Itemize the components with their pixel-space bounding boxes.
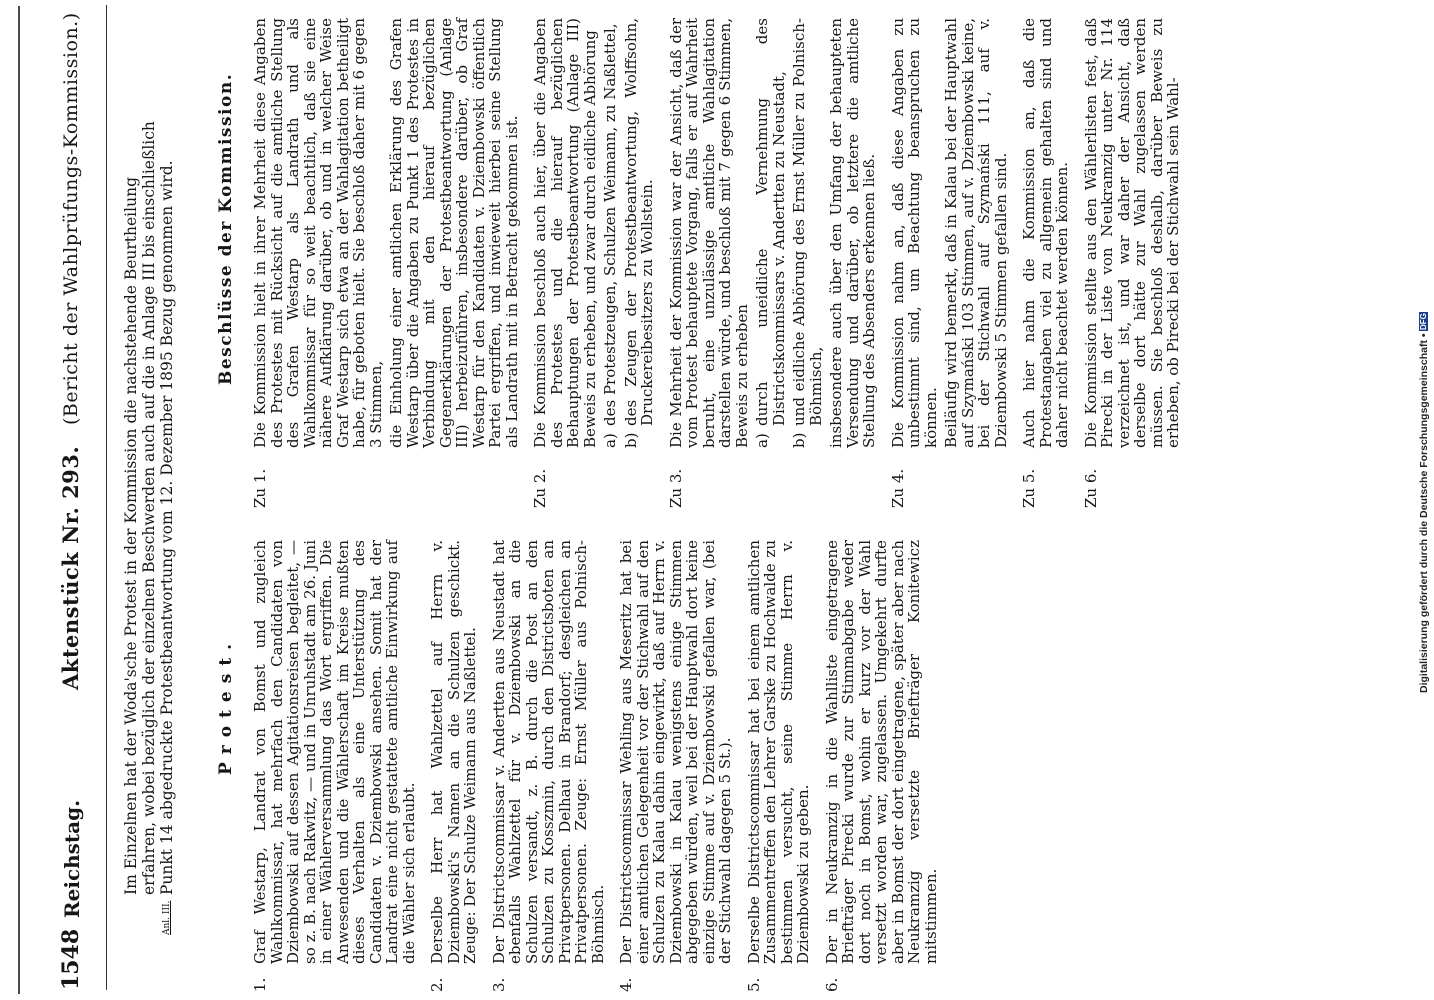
item-number: 1. xyxy=(251,977,269,992)
item-number: Zu 2. xyxy=(531,468,549,508)
digitization-text: Digitalisierung gefördert durch die Deutsche Forschungsgemeinschaft • xyxy=(1418,333,1430,694)
sub-item xyxy=(623,18,656,448)
item-number: 6. xyxy=(822,977,841,992)
decision-item xyxy=(1021,18,1071,508)
decisions-column xyxy=(252,18,1194,508)
item-number: 3. xyxy=(489,977,508,992)
decision-item xyxy=(252,18,520,508)
item-text: Der in Neukramzig in die Wahlliste eingetragene Briefträger Pirecki wurde zur Stimmabgabe weder dort noch in Bomst, wohin er kurz vor der Wahl versetzt worden war, zugelassen. Umgekehrt durfte aber in Bomst der dort eingetragene, später aber nach Neukramzig versetzte Briefträger Konitewicz mitstimmen. xyxy=(822,540,940,964)
decision-item xyxy=(1083,18,1182,508)
margin-note: Anl. III. xyxy=(162,900,172,935)
item-continuation: Beiläufig wird bemerkt, daß in Kalau bei der Hauptwahl auf Szymański 103 Stimmen, auf v. Dziembowski keine, bei der Stichwahl auf Szymański 111, auf v. Dziembowski 5 Stimmen gefallen sind. xyxy=(942,18,1010,448)
intro-paragraph xyxy=(122,105,176,935)
item-number: Zu 5. xyxy=(1020,468,1038,508)
page-number: 1548 xyxy=(58,928,84,990)
item-continuation: insbesondere auch über den Umfang der behaupteten Versendung und darüber, ob letztere die amtliche Stellung des Absenders erkennen ließ. xyxy=(827,18,878,448)
sub-text: des Zeugen der Protestbeantwortung, Wolffsohn, Druckereibesitzers zu Wollstein. xyxy=(621,18,656,426)
item-text: Auch hier nahm die Kommission an, daß die Protestangaben viel zu allgemein gehalten sind und daher nicht beachtet werden können. xyxy=(1020,18,1071,448)
sub-item xyxy=(791,18,824,448)
protest-item xyxy=(618,540,734,992)
item-number: 2. xyxy=(428,977,446,992)
intro-text: Im Einzelnen hat der Woda'sche Protest in der Kommission die nachstehende Beurtheilung erfahren, wobei bezüglich der einzelnen Beschwerden auch auf die in Anlage III bis einschließlich Punkt 14 abgedruckte Protestbeantwortung vom 12. Dezember 1895 Bezug genommen wird. xyxy=(122,121,176,895)
item-number: 5. xyxy=(744,977,763,992)
protest-column xyxy=(252,540,951,992)
sub-item xyxy=(602,18,619,448)
item-number: 4. xyxy=(617,977,635,992)
protest-heading: Protest. xyxy=(216,635,236,775)
decision-item xyxy=(890,18,1010,508)
sub-text: und eidliche Abhörung des Ernst Müller zu Polnisch-Böhmisch, xyxy=(790,18,825,426)
page-header xyxy=(58,5,98,990)
header-bracket: (Bericht der Wahlprüfungs-Kommission.) xyxy=(60,12,82,425)
scan-edge xyxy=(18,6,20,994)
item-text: Die Kommission beschloß auch hier, über die Angaben des Protestes und die hierauf bezüglichen Behauptungen der Protestbeantwortung (Anlage III) Beweis zu erheben, und zwar durch eidliche Abhörung xyxy=(531,18,599,448)
item-number: Zu 3. xyxy=(666,468,685,508)
item-text: Der Districtscommissar Wehling aus Meseritz hat bei einer amtlichen Gelegenheit vor der Stichwahl auf den Schulzen zu Kalau dahin eingewirkt, daß auf Herrn v. Dziembowski in Kalau wenigstens einige Stimmen abgegeben würden, weil bei der Hauptwahl dort keine einzige Stimme auf v. Dziembowski gefallen war, (bei der Stichwahl dagegen 5 St.). xyxy=(617,540,734,964)
sub-label: b) xyxy=(790,432,808,448)
item-text: Der Districtscommissar v. Andertten aus Neustadt hat ebenfalls Wahlzettel für v. Dziembowski an die Schulzen versandt, z. B. durch die Post an den Schulzen zu Kosszmin, durch den Districtsboten an Privatpersonen. Delhau in Brandorf; desgleichen an Privatpersonen. Zeuge: Ernst Müller aus Polnisch-Böhmisch. xyxy=(489,540,607,964)
header-title: Reichstag. xyxy=(60,799,84,918)
protest-item xyxy=(429,540,479,992)
sub-label: a) xyxy=(753,433,771,448)
protest-item xyxy=(491,540,607,992)
sub-text: des Protestzeugen, Schulzen Weimann, zu Naßlettel, xyxy=(601,23,619,426)
protest-item xyxy=(824,540,940,992)
item-text: Die Kommission hielt in ihrer Mehrheit diese Angaben des Protestes mit Rücksicht auf die amtliche Stellung des Grafen Westarp als Landrath und als Wahlkommissar für so weit beachtlich, daß sie eine nähere Aufklärung darüber, ob und in welcher Weise Graf Westarp sich etwa an der Wahlagitation betheiligt habe, für geboten hielt. Sie beschloß daher mit 6 gegen 3 Stimmen, xyxy=(251,18,385,448)
header-rule xyxy=(106,5,107,990)
sub-label: b) xyxy=(621,432,640,448)
digitization-note xyxy=(1418,10,1432,995)
item-number: Zu 4. xyxy=(888,468,907,508)
sub-item xyxy=(754,18,787,448)
item-text: Die Mehrheit der Kommission war der Ansicht, daß der vom Protest behauptete Vorgang, falls er auf Wahrheit beruht, eine unzulässige amtliche Wahlagitation darstellen würde, und beschloß mit 7 gegen 6 Stimmen, Beweis zu erheben xyxy=(666,18,751,448)
protest-item xyxy=(252,540,417,992)
item-number: Zu 6. xyxy=(1081,468,1100,508)
sub-label: a) xyxy=(601,433,619,448)
decisions-heading: Beschlüsse der Kommission. xyxy=(216,72,236,385)
decision-item xyxy=(532,18,656,508)
dfg-badge: DFG xyxy=(1419,312,1428,330)
item-text: Die Kommission stellte aus den Wählerlisten fest, daß Pirecki in der Liste von Neukramzig unter Nr. 114 verzeichnet ist, und war daher der Ansicht, daß derselbe dort hätte zur Wahl zugelassen werden müssen. Sie beschloß deshalb, darüber Beweis zu erheben, ob Pirecki bei der Stichwahl sein Wahl- xyxy=(1081,18,1182,448)
item-number: Zu 1. xyxy=(251,468,269,508)
item-text: Die Kommission nahm an, daß diese Angaben zu unbestimmt sind, um Beachtung beanspruchen zu können. xyxy=(888,18,940,448)
document-number: Aktenstück Nr. 293. xyxy=(58,445,83,690)
decision-item xyxy=(668,18,878,508)
item-text: Derselbe Herr hat Wahlzettel auf Herrn v. Dziembowski's Namen an die Schulzen geschickt. Zeuge: Der Schulze Weimann aus Naßlettel. xyxy=(428,540,479,964)
protest-item xyxy=(746,540,812,992)
item-text: Derselbe Districtscommissar hat bei einem amtlichen Zusammentreffen den Lehrer Garske zu Hochwalde zu bestimmen versucht, seine Stimme Herrn v. Dziembowski zu geben. xyxy=(744,540,812,964)
item-text: Graf Westarp, Landrat von Bomst und zugleich Wahlkommissar, hat mehrfach den Candidaten von Dziembowski auf dessen Agitationsreisen begleitet, — so z. B. nach Rakwitz, — und in Unruhstadt am 26. Juni in einer Wählerversammlung das Wort ergriffen. Die Anwesenden und die Wählerschaft im Kreise mußten dieses Verhalten als eine Unterstützung des Candidaten v. Dziembowski ansehen. Somit hat der Landrat eine nicht gestattete amtliche Einwirkung auf die Wähler sich erlaubt. xyxy=(251,540,418,964)
document-page xyxy=(30,0,1410,1000)
item-continuation: die Einholung einer amtlichen Erklärung des Grafen Westarp über die Angaben zu Punkt 1 des Protestes in Verbindung mit den hierauf bezüglichen Gegenerklärungen der Protestbeantwortung (Anlage III) herbeizuführen, insbesondere darüber, ob Graf Westarp für den Kandidaten v. Dziembowski öffentlich Partei ergriffen, und inwieweit hierbei seine Stellung als Landrath mit in Betracht gekommen ist. xyxy=(387,18,521,448)
sub-text: durch uneidliche Vernehmung des Districtskommissars v. Andertten zu Neustadt, xyxy=(753,18,788,426)
